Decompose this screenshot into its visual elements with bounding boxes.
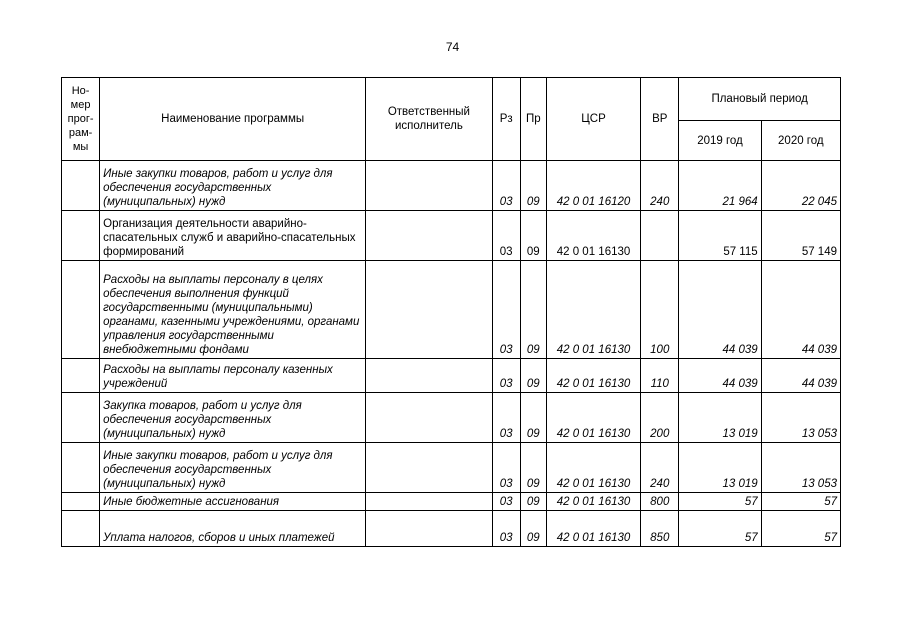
cell-rz: 03 [492,511,520,547]
cell-rz: 03 [492,443,520,493]
cell-executor [366,393,492,443]
cell-executor [366,359,492,393]
cell-executor [366,261,492,359]
cell-pr: 09 [520,211,546,261]
cell-csr: 42 0 01 16130 [546,443,640,493]
cell-vr [641,211,679,261]
cell-vr: 110 [641,359,679,393]
cell-2019: 57 [679,511,761,547]
cell-executor [366,511,492,547]
cell-2019: 21 964 [679,161,761,211]
cell-csr: 42 0 01 16130 [546,261,640,359]
cell-rz: 03 [492,359,520,393]
cell-pr: 09 [520,359,546,393]
cell-number [62,493,100,511]
table-row [62,493,841,511]
cell-vr: 850 [641,511,679,547]
table-row [62,261,841,359]
table-header [62,78,841,161]
cell-csr: 42 0 01 16130 [546,511,640,547]
cell-vr: 800 [641,493,679,511]
cell-csr: 42 0 01 16130 [546,393,640,443]
cell-rz: 03 [492,493,520,511]
cell-vr: 240 [641,161,679,211]
cell-2019: 57 115 [679,211,761,261]
cell-2019: 13 019 [679,393,761,443]
cell-2020: 13 053 [761,393,840,443]
cell-number [62,443,100,493]
cell-rz: 03 [492,261,520,359]
cell-csr: 42 0 01 16130 [546,211,640,261]
cell-name: Уплата налогов, сборов и иных платежей [100,511,366,547]
cell-2019: 13 019 [679,443,761,493]
cell-number [62,161,100,211]
cell-2019: 44 039 [679,359,761,393]
cell-name: Расходы на выплаты персоналу в целях обеспечения выполнения функций государственными (муниципальными) органами, казенными учреждениями, органами управления государственными внебюджетными фондами [100,261,366,359]
cell-rz: 03 [492,161,520,211]
cell-name: Иные бюджетные ассигнования [100,493,366,511]
cell-executor [366,161,492,211]
header-year-2019: 2019 год [679,121,761,161]
cell-vr: 200 [641,393,679,443]
table-body [62,161,841,547]
cell-2020: 57 149 [761,211,840,261]
header-executor: Ответственный исполнитель [366,78,492,161]
table-row [62,443,841,493]
cell-number [62,261,100,359]
cell-2020: 22 045 [761,161,840,211]
header-program-number: Но- мер прог- рам- мы [62,78,100,161]
table-row [62,393,841,443]
cell-pr: 09 [520,493,546,511]
cell-2019: 57 [679,493,761,511]
cell-pr: 09 [520,261,546,359]
cell-number [62,211,100,261]
cell-pr: 09 [520,393,546,443]
cell-vr: 100 [641,261,679,359]
cell-pr: 09 [520,511,546,547]
cell-executor [366,211,492,261]
cell-number [62,393,100,443]
cell-pr: 09 [520,443,546,493]
cell-rz: 03 [492,211,520,261]
cell-2020: 57 [761,511,840,547]
cell-2020: 44 039 [761,261,840,359]
table-row [62,359,841,393]
cell-2019: 44 039 [679,261,761,359]
cell-name: Закупка товаров, работ и услуг для обеспечения государственных (муниципальных) нужд [100,393,366,443]
cell-csr: 42 0 01 16130 [546,493,640,511]
cell-pr: 09 [520,161,546,211]
header-program-name: Наименование программы [100,78,366,161]
cell-name: Расходы на выплаты персоналу казенных учреждений [100,359,366,393]
cell-executor [366,443,492,493]
cell-2020: 44 039 [761,359,840,393]
table-row [62,161,841,211]
header-rz: Рз [492,78,520,161]
cell-name: Иные закупки товаров, работ и услуг для обеспечения государственных (муниципальных) нужд [100,443,366,493]
cell-name: Организация деятельности аварийно-спасательных служб и аварийно-спасательных формирований [100,211,366,261]
cell-executor [366,493,492,511]
header-pr: Пр [520,78,546,161]
header-csr: ЦСР [546,78,640,161]
cell-csr: 42 0 01 16120 [546,161,640,211]
cell-csr: 42 0 01 16130 [546,359,640,393]
header-year-2020: 2020 год [761,121,840,161]
cell-number [62,359,100,393]
cell-2020: 57 [761,493,840,511]
table-row [62,211,841,261]
cell-rz: 03 [492,393,520,443]
header-plan-period: Плановый период [679,78,841,121]
header-vr: ВР [641,78,679,161]
cell-number [62,511,100,547]
cell-vr: 240 [641,443,679,493]
cell-2020: 13 053 [761,443,840,493]
page-number: 74 [445,40,460,54]
cell-name: Иные закупки товаров, работ и услуг для обеспечения государственных (муниципальных) нужд [100,161,366,211]
table-row [62,511,841,547]
budget-table [61,77,841,547]
